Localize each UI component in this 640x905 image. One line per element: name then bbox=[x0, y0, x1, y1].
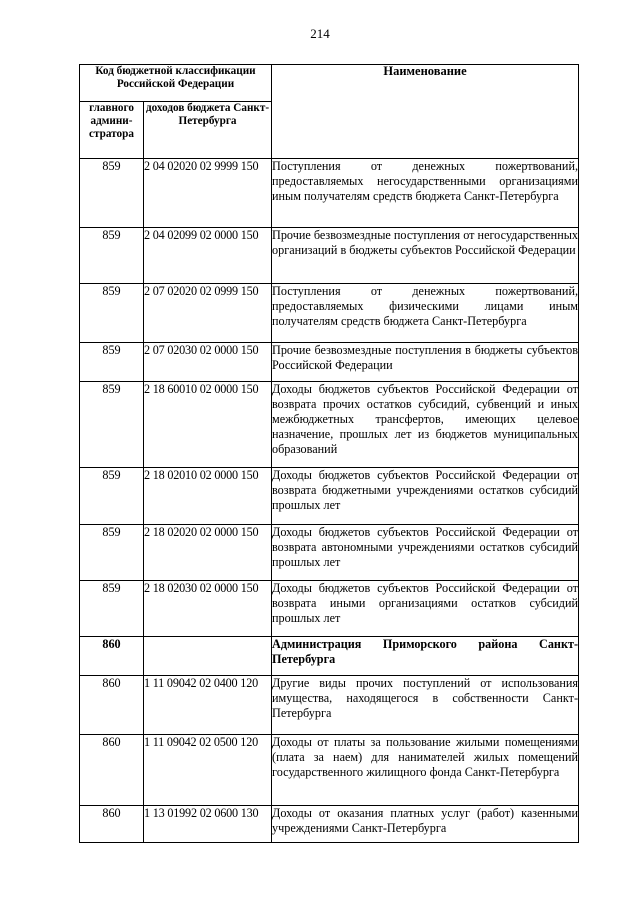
header-name: Наименование bbox=[272, 65, 579, 159]
table-row bbox=[80, 676, 579, 735]
admin-code: 859 bbox=[80, 228, 144, 284]
income-code: 2 04 02020 02 9999 150 bbox=[144, 159, 272, 228]
table-row bbox=[80, 806, 579, 843]
admin-code: 860 bbox=[80, 676, 144, 735]
income-name: Другие виды прочих поступлений от использования имущества, находящегося в собственности Санкт-Петербурга bbox=[272, 676, 579, 735]
admin-code: 860 bbox=[80, 637, 144, 676]
income-name: Доходы от оказания платных услуг (работ) казенными учреждениями Санкт-Петербурга bbox=[272, 806, 579, 843]
income-code: 1 13 01992 02 0600 130 bbox=[144, 806, 272, 843]
admin-code: 859 bbox=[80, 159, 144, 228]
table-row bbox=[80, 525, 579, 581]
header-classification-code: Код бюджетной классификации Российской Федерации bbox=[80, 65, 272, 102]
income-code: 2 18 02030 02 0000 150 bbox=[144, 581, 272, 637]
income-code: 2 07 02020 02 0999 150 bbox=[144, 284, 272, 343]
table-row bbox=[80, 382, 579, 468]
income-name: Поступления от денежных пожертвований, предоставляемых негосударственными организациями иным получателям средств бюджета Санкт-Петербурга bbox=[272, 159, 579, 228]
table-row bbox=[80, 468, 579, 525]
admin-code: 860 bbox=[80, 735, 144, 806]
income-code: 2 18 02020 02 0000 150 bbox=[144, 525, 272, 581]
income-name: Доходы бюджетов субъектов Российской Федерации от возврата автономными учреждениями остатков субсидий прошлых лет bbox=[272, 525, 579, 581]
section-title: Администрация Приморского района Санкт-Петербурга bbox=[272, 637, 579, 676]
page-number: 214 bbox=[310, 26, 330, 41]
income-code: 1 11 09042 02 0400 120 bbox=[144, 676, 272, 735]
table-row bbox=[80, 159, 579, 228]
income-name: Доходы бюджетов субъектов Российской Федерации от возврата бюджетными учреждениями остатков субсидий прошлых лет bbox=[272, 468, 579, 525]
income-name: Поступления от денежных пожертвований, предоставляемых физическими лицами иным получателям средств бюджета Санкт-Петербурга bbox=[272, 284, 579, 343]
income-name: Прочие безвозмездные поступления от негосударственных организаций в бюджеты субъектов Российской Федерации bbox=[272, 228, 579, 284]
admin-code: 859 bbox=[80, 581, 144, 637]
table-row bbox=[80, 581, 579, 637]
income-code: 1 11 09042 02 0500 120 bbox=[144, 735, 272, 806]
admin-code: 859 bbox=[80, 343, 144, 382]
table-row bbox=[80, 343, 579, 382]
income-code: 2 18 60010 02 0000 150 bbox=[144, 382, 272, 468]
table-row bbox=[80, 735, 579, 806]
income-code bbox=[144, 637, 272, 676]
income-name: Доходы от платы за пользование жилыми помещениями (плата за наем) для нанимателей жилых помещений государственного жилищного фонда Санкт-Петербурга bbox=[272, 735, 579, 806]
budget-classification-table bbox=[79, 64, 579, 843]
admin-code: 859 bbox=[80, 468, 144, 525]
admin-code: 859 bbox=[80, 382, 144, 468]
section-row-administration bbox=[80, 637, 579, 676]
header-main-administrator: главного админи-стратора bbox=[80, 102, 144, 159]
table-row bbox=[80, 228, 579, 284]
income-name: Прочие безвозмездные поступления в бюджеты субъектов Российской Федерации bbox=[272, 343, 579, 382]
income-code: 2 04 02099 02 0000 150 bbox=[144, 228, 272, 284]
header-budget-income: доходов бюджета Санкт-Петербурга bbox=[144, 102, 272, 159]
admin-code: 859 bbox=[80, 284, 144, 343]
admin-code: 859 bbox=[80, 525, 144, 581]
income-name: Доходы бюджетов субъектов Российской Федерации от возврата прочих остатков субсидий, субвенций и иных межбюджетных трансфертов, имеющих целевое назначение, прошлых лет из бюджетов муниципальных образований bbox=[272, 382, 579, 468]
income-code: 2 07 02030 02 0000 150 bbox=[144, 343, 272, 382]
income-code: 2 18 02010 02 0000 150 bbox=[144, 468, 272, 525]
admin-code: 860 bbox=[80, 806, 144, 843]
income-name: Доходы бюджетов субъектов Российской Федерации от возврата иными организациями остатков субсидий прошлых лет bbox=[272, 581, 579, 637]
table-row bbox=[80, 284, 579, 343]
